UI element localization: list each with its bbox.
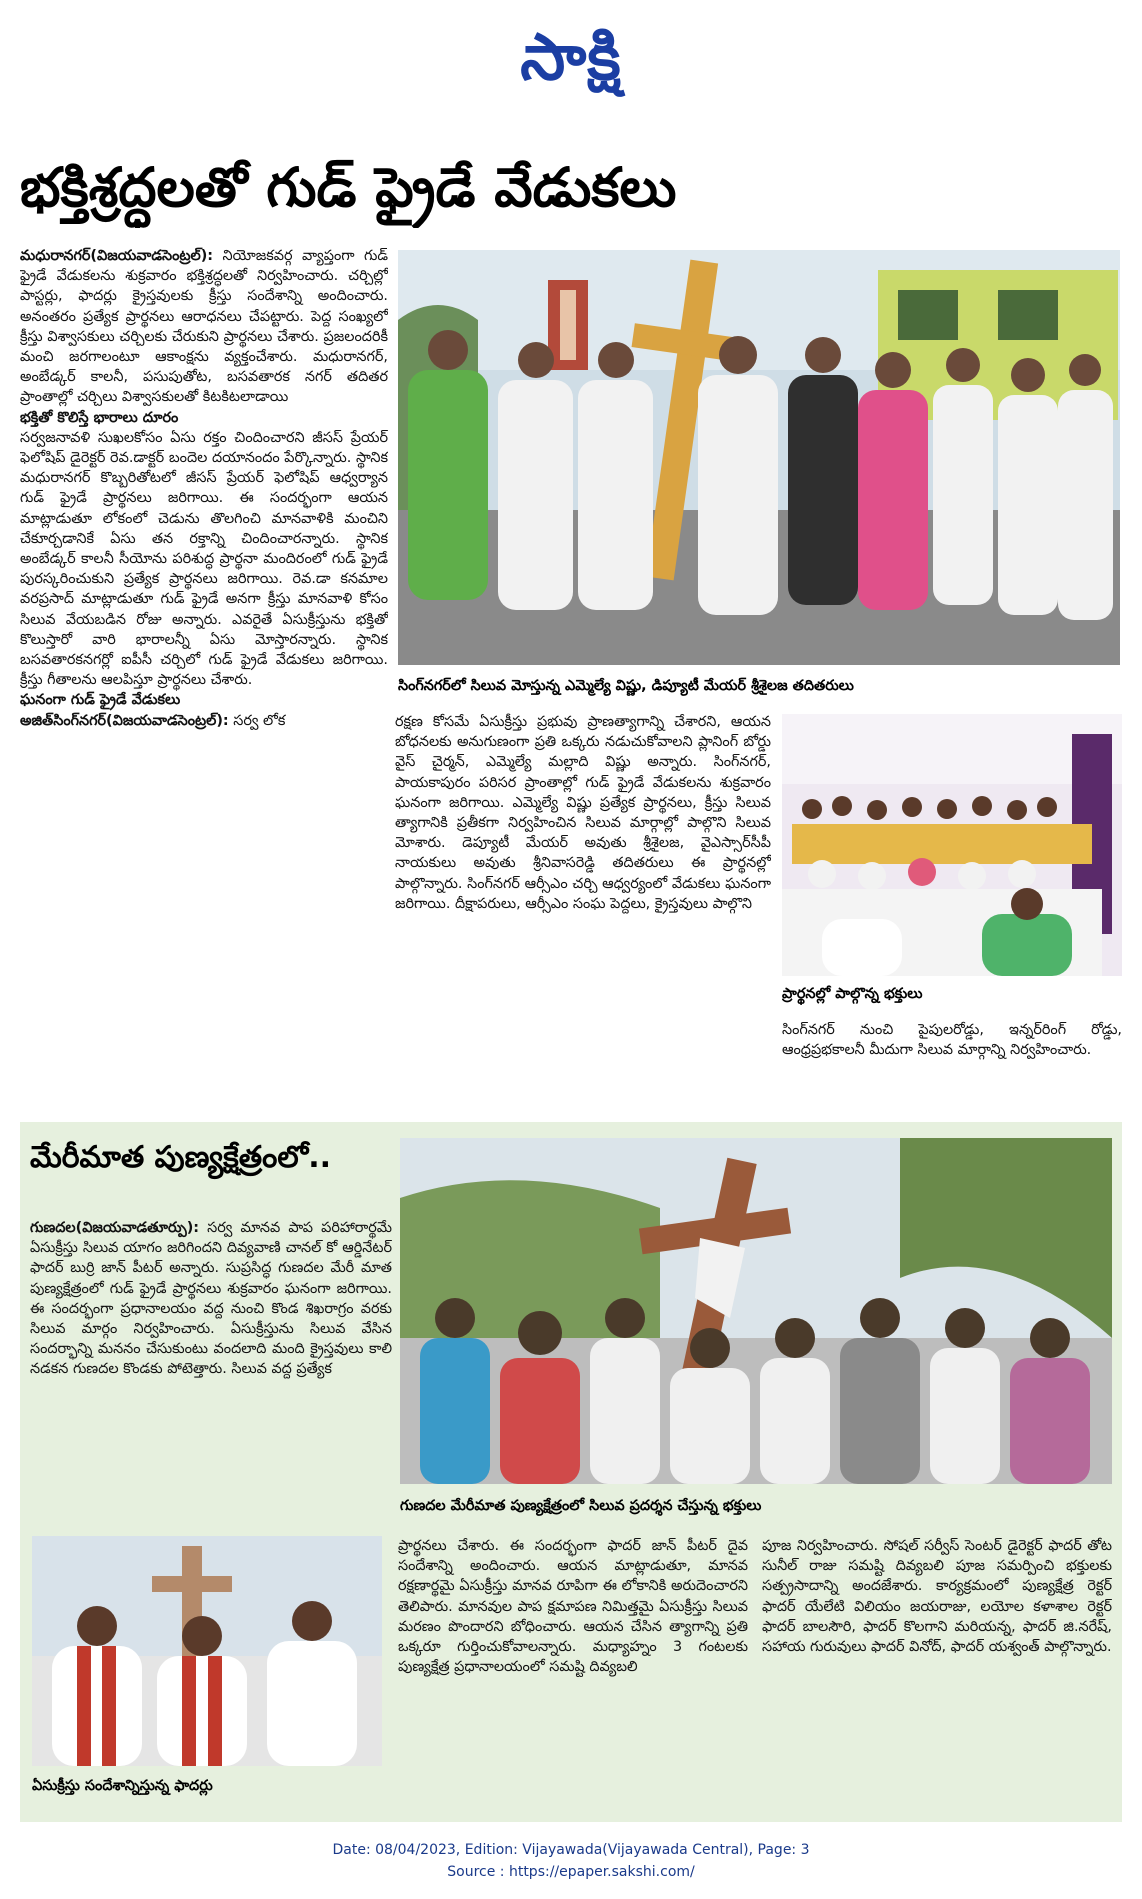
masthead-logo: సాక్షి <box>520 21 622 95</box>
article-column-1 <box>20 246 388 1096</box>
article-column-3: సింగ్‌నగర్ నుంచి పైపులరోడ్డు, ఇన్నర్‌రింగ్ రోడ్డు, ఆంధ్రప్రభకాలనీ మీదుగా సిలువ మార్గాన్ని నిర్వహించారు. <box>782 1022 1122 1059</box>
paragraph: సర్వ లోక <box>233 712 286 729</box>
article-headline: భక్తిశ్రద్ధలతో గుడ్ ఫ్రైడే వేడుకలు <box>20 156 677 219</box>
photo-caption: ఏసుక్రీస్తు సందేశాన్నిస్తున్న ఫాదర్లు <box>32 1778 213 1794</box>
paragraph: సర్వజనావళి సుఖలకోసం ఏసు రక్తం చిందించారని జీసస్ ప్రేయర్ ఫెలోషిప్ డైరెక్టర్ రెవ.డాక్టర్ బందెల దయానందం పేర్కొన్నారు. స్థానిక మధురానగర్ కొబ్బరితోటలో జీసస్ ప్రేయర్ ఫెలోషిప్ ఆధ్వర్యాన గుడ్ ఫ్రైడే ప్రార్థనలు జరిగాయి. ఈ సందర్భంగా ఆయన మాట్లాడుతూ లోకంలో చెడును తొలగించి మానవాళికి మంచిని చేకూర్చడానికే ఏసు తన రక్తాన్ని చిందించారన్నారు. స్థానిక అంబేడ్కర్ కాలనీ సీయోను పరిశుద్ధ ప్రార్థనా మందిరంలో గుడ్ ఫ్రైడే పురస్కరించుకుని ప్రత్యేక ప్రార్థనలు జరిగాయి. రెవ.డా కనమాల వరప్రసాద్ మాట్లాడుతూ గుడ్ ఫ్రైడే అనగా క్రీస్తు మానవాళి కోసం సిలువ వేయబడిన రోజు అన్నారు. ఎవరైతే ఏసుక్రీస్తును భక్తితో కొలుస్తారో వారి భారాలన్నీ ఏసు మోస్తారన్నారు. స్థానిక బసవతారకనగర్లో ఐపీసీ చర్చిలో గుడ్ ఫ్రైడే వేడుకలు జరిగాయి. క్రీస్తు గీతాలను ఆలపిస్తూ ప్రార్థనలు చేశారు. <box>20 429 388 689</box>
article-column-2: రక్షణ కోసమే ఏసుక్రీస్తు ప్రభువు ప్రాణత్యాగాన్ని చేశారని, ఆయన బోధనలకు అనుగుణంగా ప్రతి ఒక్కరు నడుచుకోవాలని ప్లానింగ్ బోర్డు వైస్ చైర్మన్, ఎమ్మెల్యే మల్లాది విష్ణు అన్నారు. సింగ్‌నగర్, పాయకాపురం పరిసర ప్రాంతాల్లో గుడ్ ఫ్రైడే వేడుకలను శుక్రవారం ఘనంగా జరిగాయి. ఎమ్మెల్యే విష్ణు ప్రత్యేక ప్రార్థనలు, క్రీస్తు సిలువ త్యాగానికి ప్రతీకగా నిర్వహించిన సిలువ మార్గాల్లో పాల్గొని సిలువ మోశారు. డెప్యూటీ మేయర్ అవుతు శ్రీశైలజ, వైఎస్సార్‌సీపీ నాయకులు అవుతు శ్రీనివాసరెడ్డి తదితరులు ఈ ప్రార్థనల్లో పాల్గొన్నారు. సింగ్‌నగర్ ఆర్సీఎం చర్చి ఆధ్వర్యంలో వేడుకలు ఘనంగా జరిగాయి. దీక్షాపరులు, ఆర్సీఎం సంఘ పెద్దలు, క్రైస్తవులు పాల్గొని <box>395 714 771 912</box>
paragraph: నియోజకవర్గ వ్యాప్తంగా గుడ్ ఫ్రైడే వేడుకలను శుక్రవారం భక్తిశ్రద్ధలతో నిర్వహించారు. చర్చిల్లో పాస్టర్లు, ఫాదర్లు క్రైస్తవులకు క్రీస్తు సందేశాన్ని అందించారు. అనంతరం ప్రత్యేక ప్రార్థనలు ఆరాధనలు చేపట్టారు. పెద్ద సంఖ్యలో క్రీస్తు విశ్వాసకులు చర్చిలకు చేరుకుని ప్రార్థనలు చేశారు. ప్రజలందరికీ మంచి జరగాలంటూ ఆకాంక్షను వ్యక్తంచేశారు. మధురానగర్, అంబేడ్కర్ కాలనీ, పసుపుతోట, బసవతారక నగర్ తదితర ప్రాంతాల్లో చర్చిలు విశ్వాసకులతో కిటకిటలాడాయి <box>20 248 388 406</box>
subheading: భక్తితో కొలిస్తే భారాలు దూరం <box>20 409 179 426</box>
photo-caption: ప్రార్థనల్లో పాల్గొన్న భక్తులు <box>782 986 923 1002</box>
photo-prayer-hall <box>782 714 1122 976</box>
photo-hill-procession <box>400 1138 1112 1484</box>
marimatha-column-3: పూజ నిర్వహించారు. సోషల్ సర్వీస్ సెంటర్ డైరెక్టర్ ఫాదర్ తోట సునీల్ రాజు సమష్టి దివ్యబలి పూజ సమర్పించి భక్తులకు సత్ప్రసాదాన్ని అందజేశారు. కార్యక్రమంలో పుణ్యక్షేత్ర రెక్టర్ ఫాదర్ యేలేటి విలియం జయరాజు, లయోల కళాశాల రెక్టర్ ఫాదర్ బాలసౌరి, ఫాదర్ కొలగాని మరియన్న, ఫాదర్ జి.నరేష్, సహాయ గురువులు ఫాదర్ వినోద్, ఫాదర్ యశ్వంత్ పాల్గొన్నారు. <box>762 1538 1112 1656</box>
dateline: గుణదల(విజయవాడతూర్పు): <box>30 1220 200 1236</box>
photo-cross-procession <box>398 250 1120 665</box>
footer-date-line: Date: 08/04/2023, Edition: Vijayawada(Vijayawada Central), Page: 3 <box>332 1842 810 1858</box>
marimatha-column-2: ప్రార్థనలు చేశారు. ఈ సందర్భంగా ఫాదర్ జాన్ పీటర్ దైవ సందేశాన్ని అందించారు. ఆయన మాట్లాడుతూ, మానవ రక్షణార్థమై ఏసుక్రీస్తు మానవ రూపిగా ఈ లోకానికి అరుదెంచారని తెలిపారు. మానవుల పాప క్షమాపణ నిమిత్తమై ఏసుక్రీస్తు సిలువ మరణం పొందారని బోధించారు. ఆయన చేసిన త్యాగాన్ని ప్రతి ఒక్కరూ గుర్తించుకోవాలన్నారు. మధ్యాహ్నం 3 గంటలకు పుణ్యక్షేత్ర ప్రధానాలయంలో సమష్టి దివ్యబలి <box>398 1538 748 1676</box>
section-title: మేరీమాత పుణ్యక్షేత్రంలో.. <box>30 1140 332 1175</box>
paragraph: సర్వ మానవ పాప పరిహారార్థమే ఏసుక్రీస్తు సిలువ యాగం జరిగిందని దివ్యవాణి చానల్ కో ఆర్డినేటర్ ఫాదర్ బుర్రి జాన్ పీటర్ అన్నారు. సుప్రసిద్ధ గుణదల మేరీ మాత పుణ్యక్షేత్రంలో గుడ్ ఫ్రైడే ప్రార్థనలు శుక్రవారం ఘనంగా జరిగాయి. ఈ సందర్భంగా ప్రధానాలయం వద్ద నుంచి కొండ శిఖరాగ్రం వరకు సిలువ మార్గం నిర్వహించారు. ఏసుక్రీస్తును సిలువ వేసిన సందర్భాన్ని మననం చేసుకుంటు వందలాది మంది క్రైస్తవులు కాలి నడకన గుణదల కొండకు పోటెత్తారు. సిలువ వద్ద ప్రత్యేక <box>30 1220 392 1378</box>
dateline: మధురానగర్(విజయవాడసెంట్రల్): <box>20 248 214 264</box>
subheading: ఘనంగా గుడ్ ఫ్రైడే వేడుకలు <box>20 692 181 709</box>
photo-caption: గుణదల మేరీమాత పుణ్యక్షేత్రంలో సిలువ ప్రదర్శన చేస్తున్న భక్తులు <box>400 1498 762 1514</box>
marimatha-story-block <box>20 1122 1122 1822</box>
footer-source-line: Source : https://epaper.sakshi.com/ <box>447 1864 695 1880</box>
photo-caption: సింగ్‌నగర్‌లో సిలువ మోస్తున్న ఎమ్మెల్యే విష్ణు, డిప్యూటీ మేయర్ శ్రీశైలజ తదితరులు <box>398 678 854 694</box>
photo-fathers <box>32 1536 382 1766</box>
dateline: అజిత్‌సింగ్‌నగర్(విజయవాడసెంట్రల్): <box>20 712 229 729</box>
